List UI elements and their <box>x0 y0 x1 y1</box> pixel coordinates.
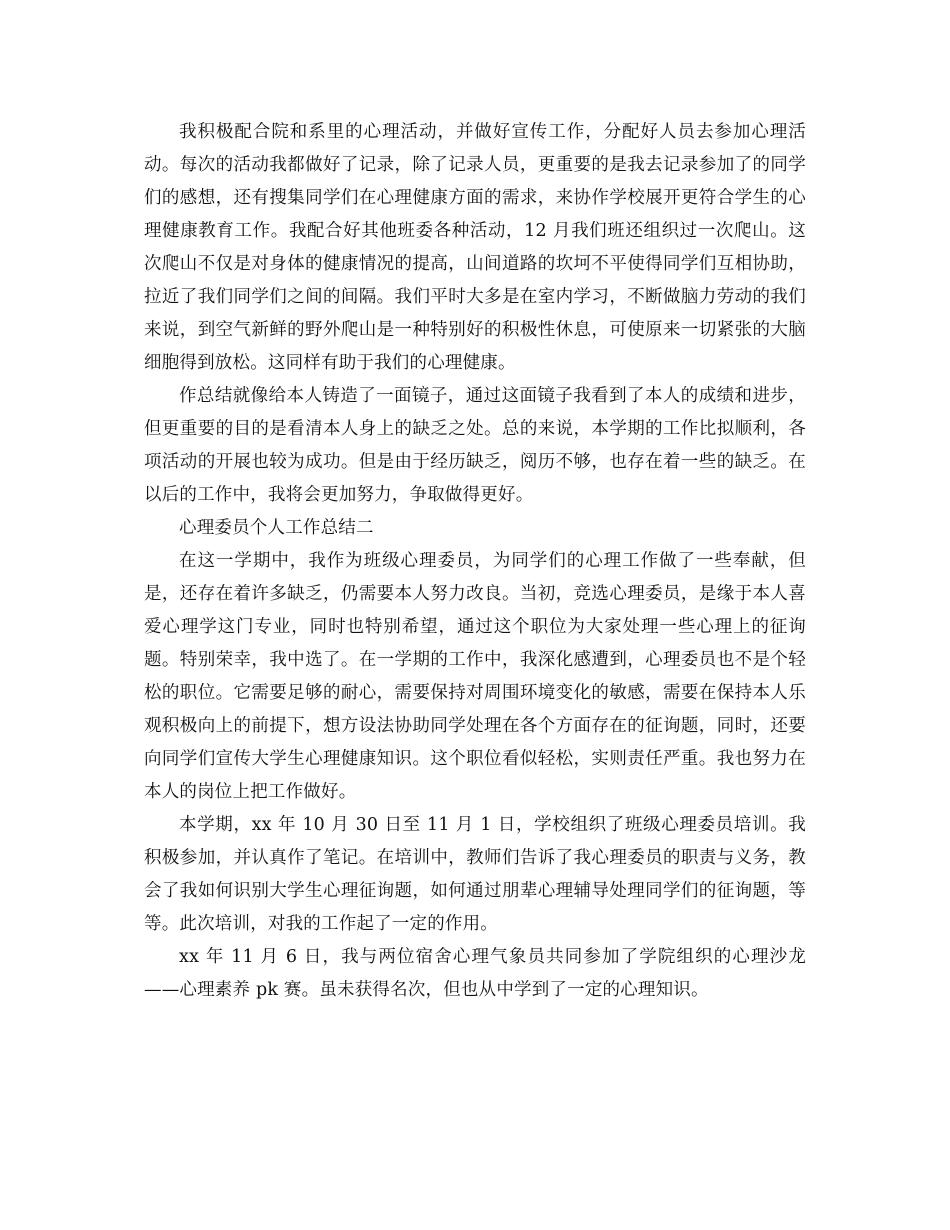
section-heading: 心理委员个人工作总结二 <box>179 518 374 538</box>
paragraph-training: 本学期，xx 年 10 月 30 日至 11 月 1 日，学校组织了班级心理委员培训。我积极参加，并认真作了笔记。在培训中，教师们告诉了我心理委员的职责与义务，教会了我如何识别大学生心理征询题，如何通过朋辈心理辅导处理同学们的征询题，等等。此次培训，对我的工作起了一定的作用。 <box>144 815 806 934</box>
document-page <box>144 116 806 1007</box>
paragraph-salon: xx 年 11 月 6 日，我与两位宿舍心理气象员共同参加了学院组织的心理沙龙——心理素养 pk 赛。虽未获得名次，但也从中学到了一定的心理知识。 <box>144 947 806 1000</box>
paragraph-role-intro: 在这一学期中，我作为班级心理委员，为同学们的心理工作做了一些奉献，但是，还存在着许多缺乏，仍需要本人努力改良。当初，竞选心理委员，是缘于本人喜爱心理学这门专业，同时也特别希望，通过这个职位为大家处理一些心理上的征询题。特别荣幸，我中选了。在一学期的工作中，我深化感遭到，心理委员也不是个轻松的职位。它需要足够的耐心，需要保持对周围环境变化的敏感，需要在保持本人乐观积极向上的前提下，想方设法协助同学处理在各个方面存在的征询题，同时，还要向同学们宣传大学生心理健康知识。这个职位看似轻松，实则责任严重。我也努力在本人的岗位上把工作做好。 <box>144 551 806 802</box>
paragraph-activities: 我积极配合院和系里的心理活动，并做好宣传工作，分配好人员去参加心理活动。每次的活动我都做好了记录，除了记录人员，更重要的是我去记录参加了的同学们的感想，还有搜集同学们在心理健康方面的需求，来协作学校展开更符合学生的心理健康教育工作。我配合好其他班委各种活动，12 月我们班还组织过一次爬山。这次爬山不仅是对身体的健康情况的提高，山间道路的坎坷不平使得同学们互相协助，拉近了我们同学们之间的间隔。我们平时大多是在室内学习，不断做脑力劳动的我们来说，到空气新鲜的野外爬山是一种特别好的积极性休息，可使原来一切紧张的大脑细胞得到放松。这同样有助于我们的心理健康。 <box>144 122 806 373</box>
paragraph-summary-mirror: 作总结就像给本人铸造了一面镜子，通过这面镜子我看到了本人的成绩和进步，但更重要的目的是看清本人身上的缺乏之处。总的来说，本学期的工作比拟顺利，各项活动的开展也较为成功。但是由于经历缺乏，阅历不够，也存在着一些的缺乏。在以后的工作中，我将会更加努力，争取做得更好。 <box>144 386 806 505</box>
